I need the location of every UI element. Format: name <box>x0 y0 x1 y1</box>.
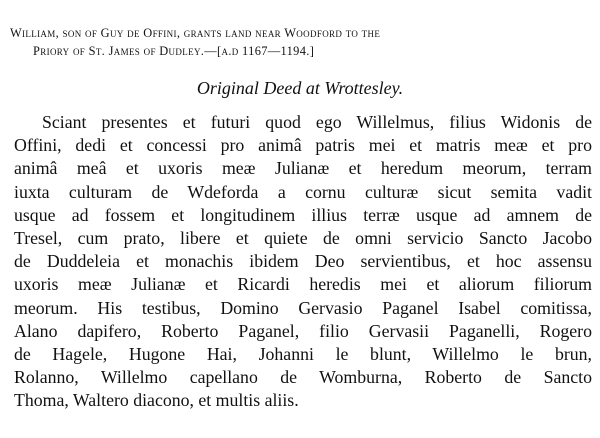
body-line: Thoma, Waltero diacono, et multis aliis. <box>14 390 299 411</box>
heading-line-2: Priory of St. James of Dudley.—[a.d 1167—1194.] <box>33 44 315 58</box>
body-line: meorum. His testibus, Domino Gervasio Paganel Isabel comitissa, <box>14 297 592 318</box>
body-line: de Duddeleia et monachis ibidem Deo servientibus, et hoc assensu <box>14 251 592 272</box>
body-line: Tresel, cum prato, libere et quiete de omni servicio Sancto Jacobo <box>14 228 592 249</box>
body-line: animâ meâ et uxoris meæ Julianæ et heredum meorum, terram <box>14 158 592 179</box>
body-line: Sciant presentes et futuri quod ego Willelmus, filius Widonis de <box>42 112 592 132</box>
body-line: de Hagele, Hugone Hai, Johanni le blunt, Willelmo le brun, <box>14 344 592 365</box>
body-line: usque ad fossem et longitudinem illius terræ usque ad amnem de <box>14 204 592 225</box>
body-line: Offini, dedi et concessi pro animâ patris mei et matris meæ et pro <box>14 135 592 156</box>
body-line: uxoris meæ Julianæ et Ricardi heredis mei et aliorum filiorum <box>14 274 592 295</box>
body-line: Alano dapifero, Roberto Paganel, filio Gervasii Paganelli, Rogero <box>14 320 592 341</box>
deed-source-subheading: Original Deed at Wrottesley. <box>196 78 404 98</box>
deed-body <box>14 111 592 413</box>
heading-line-1: William, son of Guy de Offini, grants land near Woodford to the <box>10 26 381 40</box>
body-line: Rolanno, Willelmo capellano de Womburna, Roberto de Sancto <box>14 367 592 388</box>
body-line: iuxta culturam de Wdeforda a cornu culturæ sicut semita vadit <box>14 181 592 202</box>
deed-heading <box>10 24 594 60</box>
